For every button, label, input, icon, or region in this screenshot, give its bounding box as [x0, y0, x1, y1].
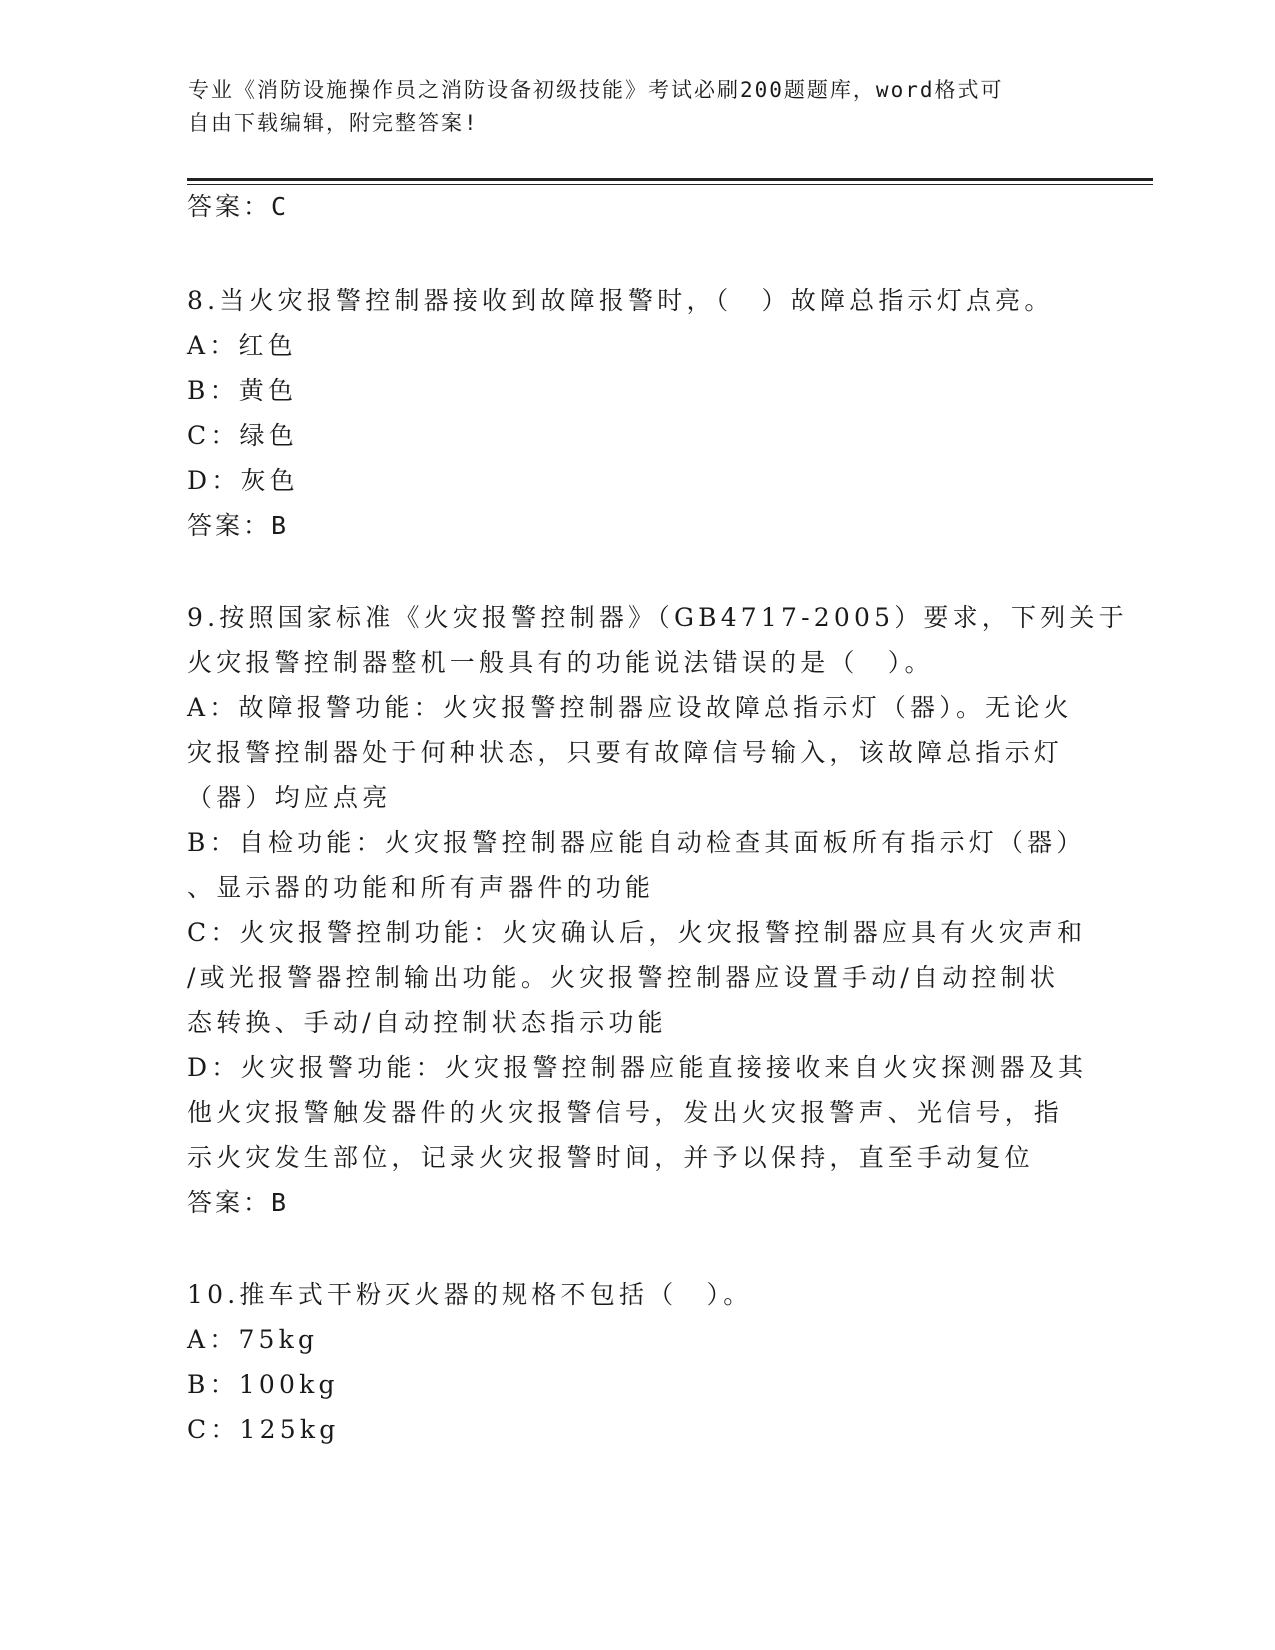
q9-option-c-line-3: 态转换、手动/自动控制状态指示功能 [187, 1008, 667, 1037]
q8-option-c: C：绿色 [187, 421, 298, 450]
q8-stem: 8.当火灾报警控制器接收到故障报警时，（ ）故障总指示灯点亮。 [187, 286, 1054, 315]
q10-option-c: C：125kg [187, 1415, 340, 1444]
q10-stem: 10.推车式干粉灭火器的规格不包括（ ）。 [187, 1280, 753, 1309]
q10-option-a: A：75kg [187, 1325, 319, 1354]
q9-option-a-line-3: （器）均应点亮 [187, 783, 392, 812]
q9-option-d-line-2: 他火灾报警触发器件的火灾报警信号，发出火灾报警声、光信号，指 [187, 1098, 1064, 1127]
document-header [188, 74, 1068, 140]
q9-answer: 答案：B [187, 1188, 290, 1217]
q8-option-b: B：黄色 [187, 376, 298, 405]
header-line-1: 专业《消防设施操作员之消防设备初级技能》考试必刷200题题库，word格式可 [188, 78, 1004, 102]
q9-option-d-line-3: 示火灾发生部位，记录火灾报警时间，并予以保持，直至手动复位 [187, 1143, 1034, 1172]
q9-option-a-line-1: A：故障报警功能：火灾报警控制器应设故障总指示灯（器）。无论火 [187, 693, 1073, 722]
header-line-2: 自由下载编辑，附完整答案! [188, 111, 479, 135]
q9-option-d-line-1: D：火灾报警功能：火灾报警控制器应能直接接收来自火灾探测器及其 [187, 1053, 1088, 1082]
q10-option-b: B：100kg [187, 1370, 339, 1399]
q9-option-a-line-2: 灾报警控制器处于何种状态，只要有故障信号输入，该故障总指示灯 [187, 738, 1064, 767]
q7-answer: 答案：C [187, 192, 290, 221]
q9-stem-line-2: 火灾报警控制器整机一般具有的功能说法错误的是（ ）。 [187, 648, 934, 677]
q8-option-a: A：红色 [187, 331, 297, 360]
q8-answer: 答案：B [187, 511, 290, 540]
q9-option-b-line-1: B：自检功能：火灾报警控制器应能自动检查其面板所有指示灯（器） [187, 828, 1086, 857]
header-divider-thin [187, 184, 1153, 185]
header-divider-thick [187, 178, 1153, 181]
q9-option-b-line-2: 、显示器的功能和所有声器件的功能 [187, 873, 655, 902]
q8-option-d: D：灰色 [187, 466, 299, 495]
q9-option-c-line-2: /或光报警器控制输出功能。火灾报警控制器应设置手动/自动控制状 [187, 963, 1060, 992]
q9-stem-line-1: 9.按照国家标准《火灾报警控制器》（GB4717-2005）要求，下列关于 [187, 603, 1128, 632]
q9-option-c-line-1: C：火灾报警控制功能：火灾确认后，火灾报警控制器应具有火灾声和 [187, 918, 1087, 947]
